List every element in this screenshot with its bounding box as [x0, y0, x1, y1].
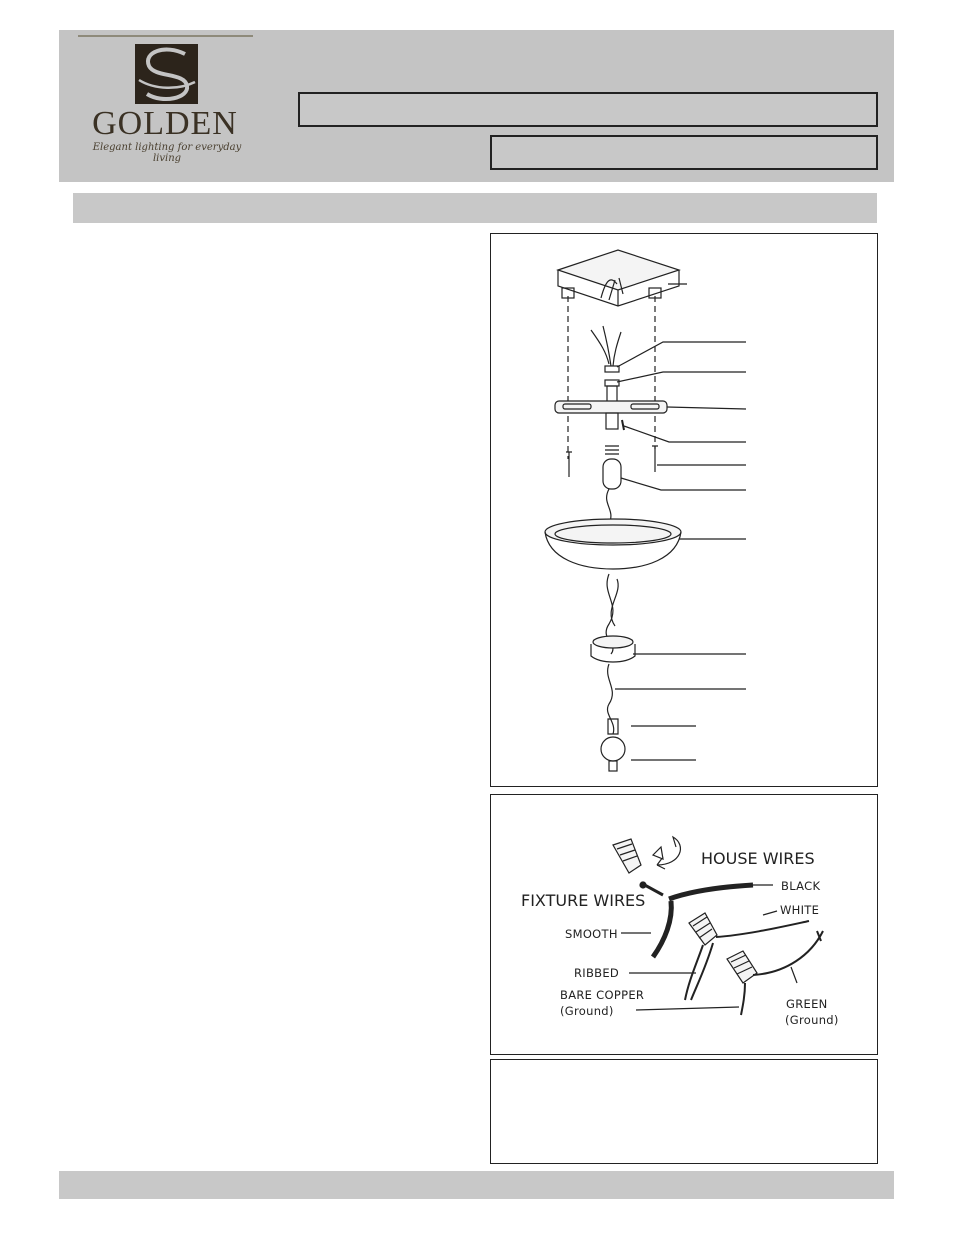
canopy-part: [558, 250, 679, 306]
wire-nut-icon: [613, 839, 641, 873]
black-wire-label: BLACK: [781, 879, 821, 893]
section-title-bar: [73, 193, 877, 223]
logo-wordmark: GOLDEN: [92, 105, 238, 142]
note-box: [490, 1059, 878, 1164]
green-wire-label: GREEN: [786, 997, 828, 1011]
canopy-dome-part: [545, 519, 681, 569]
footer-bar: [59, 1171, 894, 1199]
green-ground-label: (Ground): [785, 1013, 839, 1027]
title-box: [298, 92, 878, 127]
ribbed-wire-label: RIBBED: [574, 966, 620, 980]
assembly-diagram: [491, 234, 877, 786]
bare-copper-label: BARE COPPER: [560, 988, 645, 1002]
twist-arrow-icon: [653, 837, 680, 869]
wire-nut-ground-icon: [727, 951, 757, 983]
logo-tagline: Elegant lighting for everyday living: [92, 142, 242, 164]
loop-part: [603, 446, 621, 524]
subtitle-box: [490, 135, 878, 170]
logo-mark-icon: [135, 44, 198, 104]
assembly-diagram-panel: [490, 233, 878, 787]
wire-nut-white-icon: [689, 913, 717, 945]
fixture-wires-label: FIXTURE WIRES: [521, 891, 646, 910]
smooth-wire-label: SMOOTH: [565, 927, 618, 941]
white-wire-label: WHITE: [780, 903, 820, 917]
logo-rule: [78, 35, 253, 37]
hex-nut-part: [605, 366, 619, 402]
bare-copper-ground-label: (Ground): [560, 1004, 614, 1018]
wiring-diagram-panel: [490, 794, 878, 1055]
mounting-screws-part: [566, 446, 658, 477]
house-wires-label: HOUSE WIRES: [701, 849, 815, 868]
crossbar-part: [555, 401, 667, 429]
